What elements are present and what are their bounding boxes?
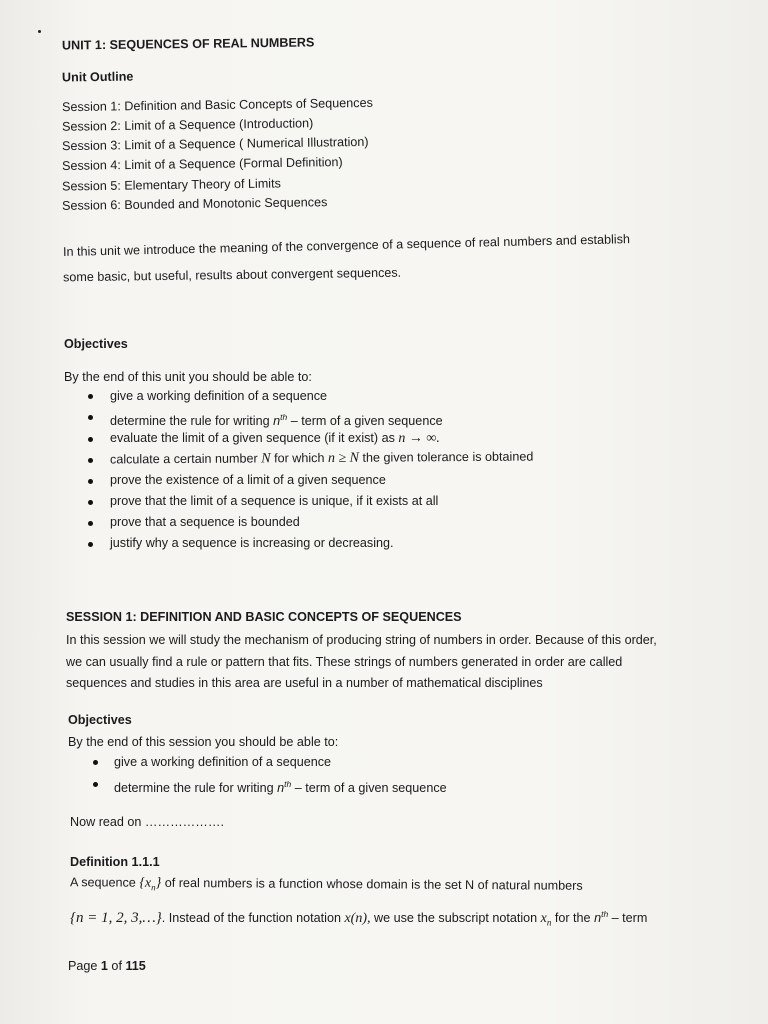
session1-objectives-lead: By the end of this session you should be able to: [68,735,339,749]
objective-item: prove that a sequence is bounded [110,515,300,529]
bullet-icon [88,458,93,463]
objective-item: evaluate the limit of a given sequence (if it exist) as n → ∞. [110,431,440,446]
objective-item: prove that the limit of a sequence is unique, if it exists at all [110,494,439,508]
definition-line-2: {n = 1, 2, 3,…}. Instead of the function notation x(n), we use the subscript notation $x_n$ for the $n^{th}$ – term [70,909,648,928]
bullet-icon [88,542,93,547]
session1-objective-item: give a working definition of a sequence [114,755,332,769]
session-2-line: Session 2: Limit of a Sequence (Introduction) [61,116,314,134]
definition-heading: Definition 1.1.1 [70,855,160,869]
bullet-icon [88,394,93,399]
unit-title: UNIT 1: SEQUENCES OF REAL NUMBERS [61,35,315,53]
session1-objectives-heading: Objectives [68,713,132,727]
bullet-icon [88,479,93,484]
session1-para-line: In this session we will study the mechanism of producing string of numbers in order. Because of this order, [66,633,657,647]
objective-item: calculate a certain number N for which n ≥ N the given tolerance is obtained [109,449,534,467]
objective-item: justify why a sequence is increasing or decreasing. [110,536,394,550]
session-1-line: Session 1: Definition and Basic Concepts of Sequences [61,95,373,115]
intro-line-1: In this unit we introduce the meaning of the convergence of a sequence of real numbers and establish [62,232,631,259]
objectives-lead: By the end of this unit you should be able to: [64,370,312,384]
bullet-icon [88,437,93,442]
session1-objective-item: determine the rule for writing $n^{th}$ – term of a given sequence [114,779,447,796]
bullet-icon [88,521,93,526]
session1-heading: SESSION 1: DEFINITION AND BASIC CONCEPTS OF SEQUENCES [66,610,462,624]
objective-item: determine the rule for writing $n^{th}$ – term of a given sequence [110,412,443,429]
page-footer: Page 1 of 115 [68,959,146,973]
session-5-line: Session 5: Elementary Theory of Limits [61,176,281,194]
bullet-icon [88,500,93,505]
stray-mark [38,30,41,33]
objective-item: give a working definition of a sequence [110,389,328,403]
intro-line-2: some basic, but useful, results about convergent sequences. [62,265,402,285]
bullet-icon [88,415,93,420]
read-on-text: Now read on ………………. [70,815,224,829]
objectives-heading: Objectives [64,337,128,351]
session-6-line: Session 6: Bounded and Monotonic Sequences [61,195,328,213]
session-4-line: Session 4: Limit of a Sequence (Formal Definition) [61,155,343,173]
definition-line-1: A sequence $\{x_n\}$ of real numbers is a function whose domain is the set N of natural numbers [69,875,583,893]
session1-para-line: sequences and studies in this area are useful in a number of mathematical disciplines [66,676,543,690]
bullet-icon [93,782,98,787]
session-3-line: Session 3: Limit of a Sequence ( Numerical Illustration) [61,134,369,154]
outline-heading: Unit Outline [61,69,134,85]
session1-para-line: we can usually find a rule or pattern that fits. These strings of numbers generated in order are called [66,655,623,669]
bullet-icon [93,760,98,765]
objective-item: prove the existence of a limit of a given sequence [110,473,386,487]
